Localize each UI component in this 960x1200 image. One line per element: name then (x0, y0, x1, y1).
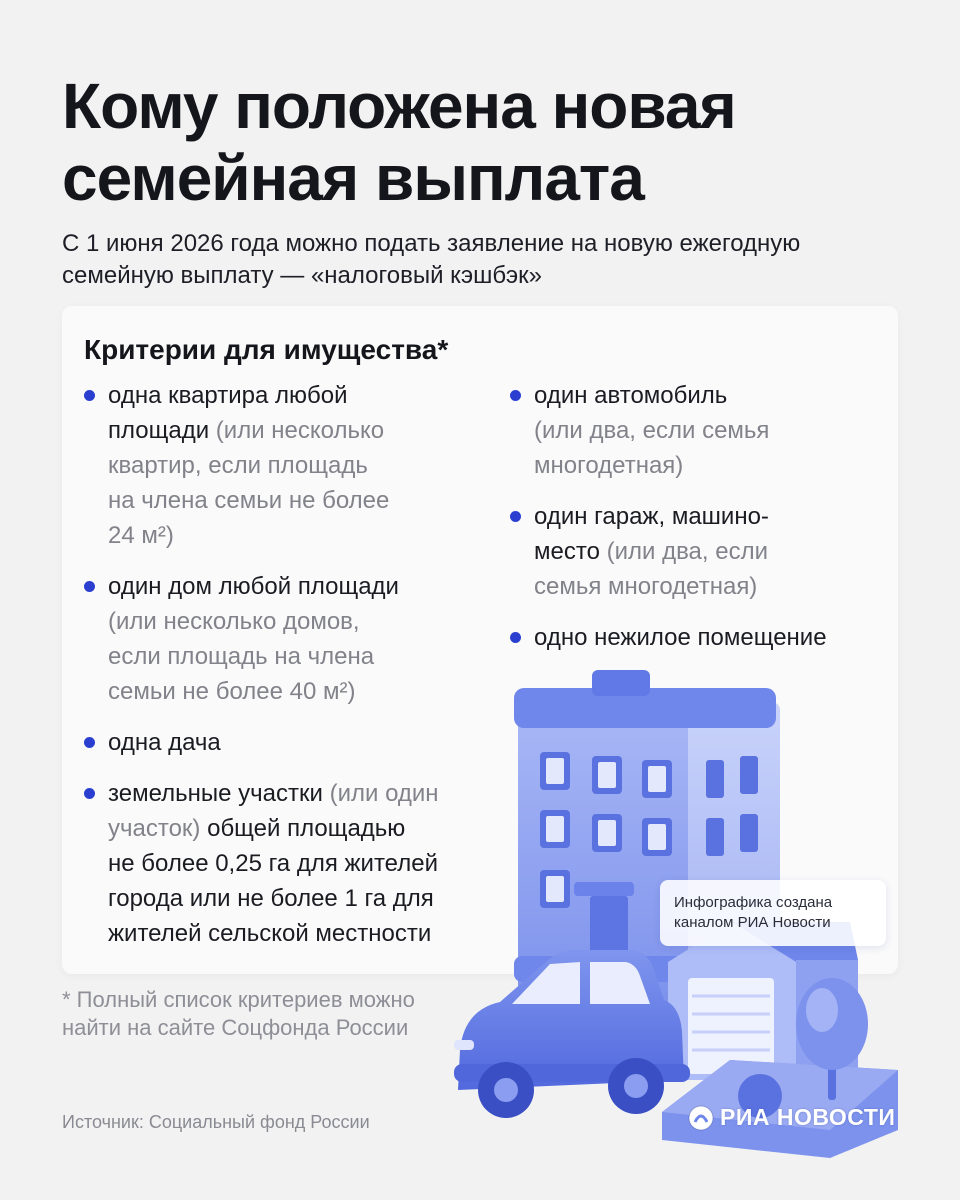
source-text: Источник: Социальный фонд России (62, 1112, 370, 1132)
footnote-line-2: найти на сайте Соцфонда России (62, 1015, 409, 1040)
credit-label (660, 880, 886, 946)
item-text: одна дача (108, 729, 221, 756)
subtitle (62, 228, 902, 292)
item-text: одна квартира любой (108, 382, 348, 409)
item-note: 24 м²) (108, 522, 174, 549)
criteria-heading: Критерии для имущества* (84, 334, 449, 365)
item-text: общей площадью (200, 815, 406, 842)
bullet-icon (84, 581, 95, 592)
bullet-icon (84, 737, 95, 748)
item-note: (или несколько (209, 417, 385, 444)
item-text: один гараж, машино- (534, 503, 769, 530)
item-text: место (534, 538, 600, 565)
criteria-item-garage (510, 499, 880, 604)
logo-text: РИА НОВОСТИ (720, 1104, 896, 1130)
item-note: квартир, если площадь (108, 452, 368, 479)
criteria-item-dacha (84, 725, 484, 760)
item-note: (или несколько домов, (108, 608, 360, 635)
bullet-icon (84, 788, 95, 799)
item-note: семьи не более 40 м²) (108, 678, 356, 705)
criteria-list-left (84, 378, 484, 967)
item-text: земельные участки (108, 780, 323, 807)
item-text: одно нежилое помещение (534, 624, 827, 651)
item-text: не более 0,25 га для жителей (108, 850, 438, 877)
item-note: (или один (322, 780, 439, 807)
subtitle-line-2: семейную выплату — «налоговый кэшбэк» (62, 262, 542, 289)
car-icon (454, 950, 690, 1118)
title-line-1: Кому положена новая (62, 70, 736, 142)
subtitle-line-1: С 1 июня 2026 года можно подать заявление на новую ежегодную (62, 230, 801, 257)
ria-novosti-logo (688, 1104, 895, 1131)
criteria-item-house (84, 569, 484, 709)
item-note: участок) (108, 815, 201, 842)
page-title (62, 70, 922, 214)
footnote-line-1: * Полный список критериев можно (62, 987, 415, 1012)
footnote (62, 986, 482, 1042)
item-note: (или два, если (599, 538, 768, 565)
item-text: один дом любой площади (108, 573, 399, 600)
criteria-item-nonresidential (510, 620, 880, 655)
item-note: если площадь на члена (108, 643, 375, 670)
credit-line-1: Инфографика создана (674, 894, 833, 911)
ria-logo-icon (688, 1105, 714, 1131)
item-text: жителей сельской местности (108, 920, 432, 947)
item-text: города или не более 1 га для (108, 885, 434, 912)
credit-line-2: каналом РИА Новости (674, 914, 831, 931)
criteria-item-car (510, 378, 880, 483)
item-note: семья многодетная) (534, 573, 758, 600)
bullet-icon (510, 632, 521, 643)
criteria-item-land (84, 776, 484, 951)
title-line-2: семейная выплата (62, 142, 644, 214)
bullet-icon (510, 511, 521, 522)
item-note: на члена семьи не более (108, 487, 390, 514)
criteria-item-apartment (84, 378, 484, 553)
item-text: площади (108, 417, 210, 444)
item-note: (или два, если семья (534, 417, 770, 444)
bullet-icon (84, 390, 95, 401)
bullet-icon (510, 390, 521, 401)
item-text: один автомобиль (534, 382, 728, 409)
item-note: многодетная) (534, 452, 684, 479)
criteria-list-right (510, 378, 880, 671)
